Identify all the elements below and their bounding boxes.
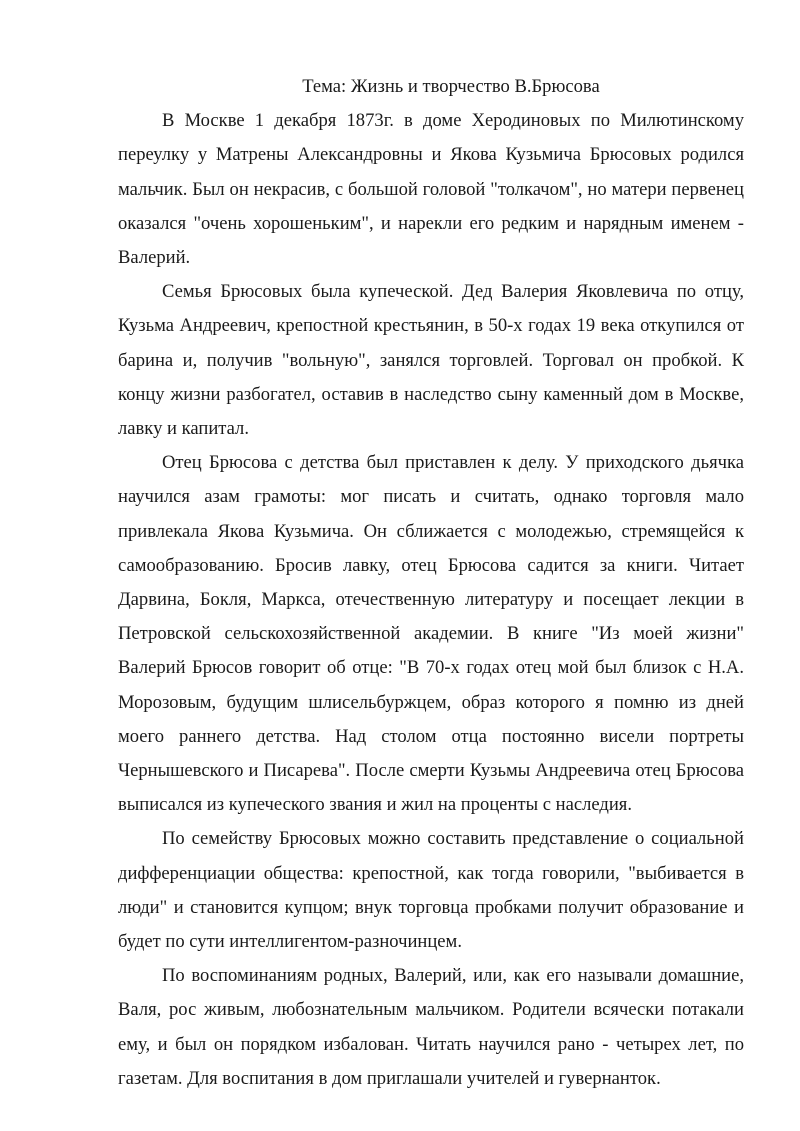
paragraph-birth: В Москве 1 декабря 1873г. в доме Херодиновых по Милютинскому переулку у Матрены Александровны и Якова Кузьмича Брюсовых родился мальчик. Был он некрасив, с большой головой "толкачом", но матери первенец оказался "очень хорошеньким", и нарекли его редким и нарядным именем - Валерий. bbox=[118, 110, 744, 269]
document-body bbox=[118, 70, 744, 1096]
paragraph-family: Семья Брюсовых была купеческой. Дед Валерия Яковлевича по отцу, Кузьма Андреевич, крепостной крестьянин, в 50-х годах 19 века откупился от барина и, получив "вольную", занялся торговлей. Торговал он пробкой. К концу жизни разбогател, оставив в наследство сыну каменный дом в Москве, лавку и капитал. bbox=[118, 281, 744, 440]
paragraph-society: По семейству Брюсовых можно составить представление о социальной дифференциации общества: крепостной, как тогда говорили, "выбивается в люди" и становится купцом; внук торговца пробками получит образование и будет по сути интеллигентом-разночинцем. bbox=[118, 828, 744, 953]
document-title: Тема: Жизнь и творчество В.Брюсова bbox=[302, 76, 600, 97]
paragraph-father: Отец Брюсова с детства был приставлен к делу. У приходского дьячка научился азам грамоты: мог писать и считать, однако торговля мало привлекала Якова Кузьмича. Он сближается с молодежью, стремящейся к самообразованию. Бросив лавку, отец Брюсова садится за книги. Читает Дарвина, Бокля, Маркса, отечественную литературу и посещает лекции в Петровской сельскохозяйственной академии. В книге "Из моей жизни" Валерий Брюсов говорит об отце: "В 70-х годах отец мой был близок с Н.А. Морозовым, будущим шлисельбуржцем, образ которого я помню из дней моего раннего детства. Над столом отца постоянно висели портреты Чернышевского и Писарева". После смерти Кузьмы Андреевича отец Брюсова выписался из купеческого звания и жил на проценты с наследия. bbox=[118, 452, 744, 816]
paragraph-childhood: По воспоминаниям родных, Валерий, или, как его называли домашние, Валя, рос живым, любознательным мальчиком. Родители всячески потакали ему, и был он порядком избалован. Читать научился рано - четырех лет, по газетам. Для воспитания в дом приглашали учителей и гувернанток. bbox=[118, 965, 744, 1089]
